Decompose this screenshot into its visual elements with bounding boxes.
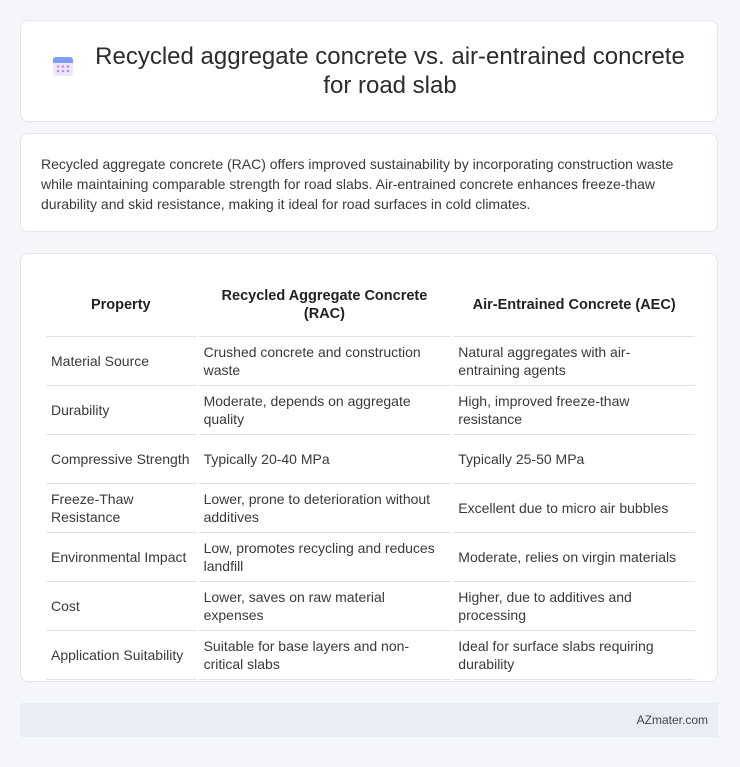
column-header: Air-Entrained Concrete (AEC) <box>453 274 695 337</box>
table-cell: Typically 25-50 MPa <box>453 435 695 484</box>
comparison-table <box>43 274 698 680</box>
table-cell: Freeze-Thaw Resistance <box>46 484 196 533</box>
table-row <box>46 582 695 631</box>
table-cell: Moderate, relies on virgin materials <box>453 533 695 582</box>
table-row <box>46 631 695 680</box>
table-cell: Compressive Strength <box>46 435 196 484</box>
table-cell: Natural aggregates with air-entraining agents <box>453 337 695 386</box>
page-title: Recycled aggregate concrete vs. air-entrained concrete for road slab <box>95 43 685 99</box>
footer <box>20 703 718 737</box>
table-row <box>46 386 695 435</box>
column-header: Property <box>46 274 196 337</box>
footer-brand-link[interactable]: AZmater.com <box>636 713 708 727</box>
table-cell: Lower, saves on raw material expenses <box>199 582 451 631</box>
comparison-table-card <box>20 253 718 682</box>
table-cell: Environmental Impact <box>46 533 196 582</box>
table-cell: Suitable for base layers and non-critical slabs <box>199 631 451 680</box>
table-cell: High, improved freeze-thaw resistance <box>453 386 695 435</box>
table-row <box>46 435 695 484</box>
table-cell: Ideal for surface slabs requiring durability <box>453 631 695 680</box>
table-cell: Crushed concrete and construction waste <box>199 337 451 386</box>
table-cell: Typically 20-40 MPa <box>199 435 451 484</box>
table-cell: Application Suitability <box>46 631 196 680</box>
description-card <box>20 133 718 232</box>
description-text: Recycled aggregate concrete (RAC) offers improved sustainability by incorporating construction waste while maintaining comparable strength for road slabs. Air-entrained concrete enhances freeze-thaw durability and skid resistance, making it ideal for road surfaces in cold climates. <box>41 156 674 212</box>
table-row <box>46 484 695 533</box>
table-cell: Cost <box>46 582 196 631</box>
table-cell: Low, promotes recycling and reduces landfill <box>199 533 451 582</box>
table-cell: Durability <box>46 386 196 435</box>
table-row <box>46 533 695 582</box>
table-cell: Excellent due to micro air bubbles <box>453 484 695 533</box>
title-card <box>20 20 718 122</box>
table-header-row <box>46 274 695 337</box>
column-header: Recycled Aggregate Concrete (RAC) <box>199 274 451 337</box>
table-cell: Material Source <box>46 337 196 386</box>
calendar-icon <box>51 54 75 78</box>
table-cell: Moderate, depends on aggregate quality <box>199 386 451 435</box>
table-cell: Lower, prone to deterioration without additives <box>199 484 451 533</box>
table-row <box>46 337 695 386</box>
table-cell: Higher, due to additives and processing <box>453 582 695 631</box>
